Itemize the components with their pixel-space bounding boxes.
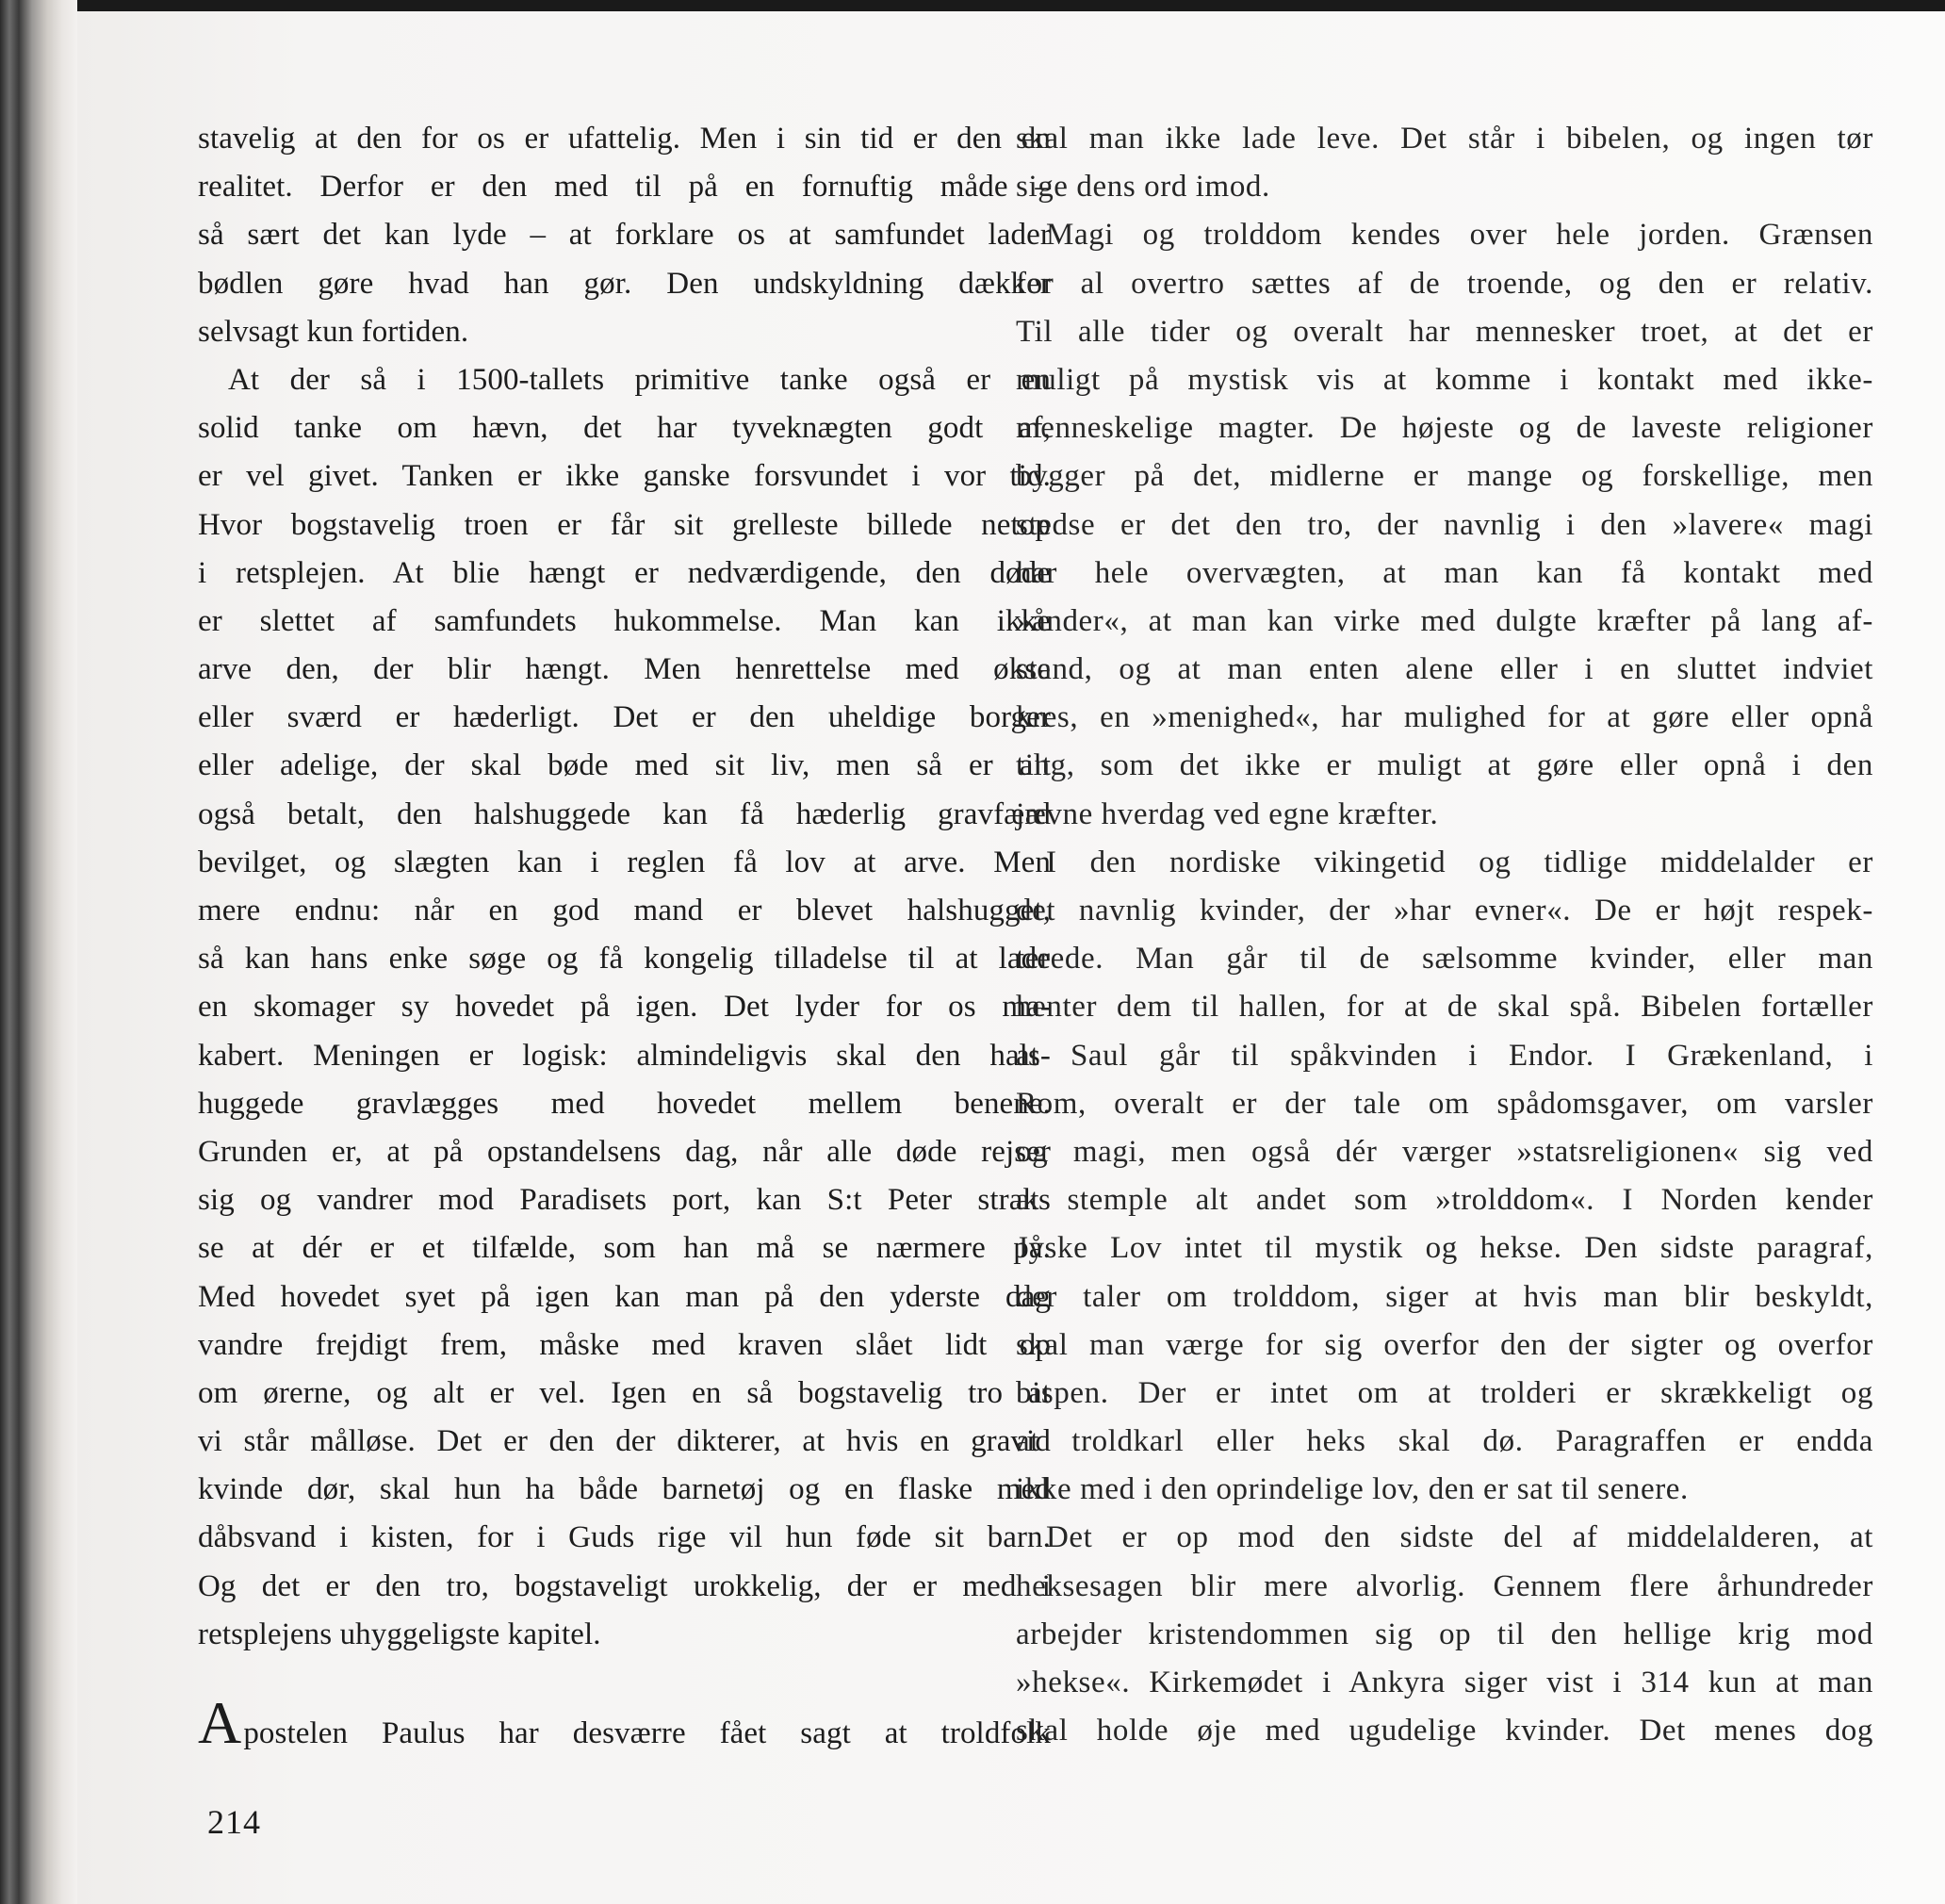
text-line: stedse er det den tro, der navnlig i den »lavere« magi (1016, 507, 1873, 542)
text-line: ting, som det ikke er muligt at gøre eller opnå i den (1016, 748, 1873, 783)
drop-cap: A (198, 1689, 242, 1756)
text-line: menneskelige magter. De højeste og de laveste religioner (1016, 411, 1873, 446)
text-line: Og det er den tro, bogstaveligt urokkelig, der er med i (198, 1568, 1051, 1603)
text-line: solid tanke om hævn, det har tyveknægten godt af, (198, 411, 1051, 446)
text-line: i retsplejen. At blie hængt er nedværdigende, den døde (198, 555, 1051, 590)
text-line: Grunden er, at på opstandelsens dag, når alle døde rejser (198, 1134, 1051, 1169)
text-line: har hele overvægten, at man kan få kontakt med (1016, 555, 1873, 590)
page-number: 214 (207, 1803, 261, 1841)
text-line: om ørerne, og alt er vel. Igen en så bogstavelig tro at (198, 1375, 1051, 1410)
text-line: »ånder«, at man kan virke med dulgte kræfter på lang af- (1016, 603, 1873, 638)
text-line: »hekse«. Kirkemødet i Ankyra siger vist i 314 kun at man (1016, 1666, 1873, 1699)
text-line: skal man ikke lade leve. Det står i bibelen, og ingen tør (1016, 122, 1873, 156)
text-line: skal holde øje med ugudelige kvinder. Det menes dog (1016, 1714, 1873, 1748)
text-line: der taler om trolddom, siger at hvis man blir beskyldt, (1016, 1279, 1873, 1314)
text-line: huggede gravlægges med hovedet mellem benene. (198, 1086, 1051, 1121)
text-line: også betalt, den halshuggede kan få hæderlig gravfærd (198, 796, 1051, 831)
text-line: jævne hverdag ved egne kræfter. (1016, 796, 1439, 831)
text-line: er slettet af samfundets hukommelse. Man kan ikke (198, 603, 1051, 638)
text-line: Hvor bogstavelig troen er får sit grelleste billede netop (198, 507, 1051, 542)
text-line: eller adelige, der skal bøde med sit liv, men så er alt (198, 748, 1051, 783)
text-line: ikke med i den oprindelige lov, den er sat til senere. (1016, 1472, 1689, 1507)
text-line: at troldkarl eller heks skal dø. Paragraffen er endda (1016, 1424, 1873, 1459)
section-opening-line (198, 1689, 1051, 1756)
text-line: sig og vandrer mod Paradisets port, kan S:t Peter straks (198, 1183, 1051, 1218)
text-line: at stemple alt andet som »trolddom«. I Norden kender (1016, 1183, 1873, 1218)
text-line: og magi, men også dér værger »statsreligionen« sig ved (1016, 1134, 1873, 1169)
text-line: retsplejens uhyggeligste kapitel. (198, 1617, 601, 1651)
text-line: se at dér er et tilfælde, som han må se nærmere på. (198, 1231, 1051, 1266)
text-line: Rom, overalt er der tale om spådomsgaver, om varsler (1016, 1086, 1873, 1121)
text-line: at Saul går til spåkvinden i Endor. I Grækenland, i (1016, 1038, 1873, 1073)
text-line: bevilget, og slægten kan i reglen få lov at arve. Men (198, 845, 1051, 879)
text-line: Magi og trolddom kendes over hele jorden. Grænsen (1046, 218, 1873, 253)
book-page (77, 11, 1945, 1904)
text-line: sige dens ord imod. (1016, 170, 1270, 205)
text-line: Jyske Lov intet til mystik og hekse. Den sidste paragraf, (1016, 1231, 1873, 1266)
text-line: realitet. Derfor er den med til på en fornuftig måde – (198, 170, 1051, 205)
right-column (1016, 115, 1873, 1755)
text-line: mere endnu: når en god mand er blevet halshugget, (198, 894, 1051, 927)
text-line: muligt på mystisk vis at komme i kontakt med ikke- (1016, 362, 1873, 397)
text-line: en skomager sy hovedet på igen. Det lyder for os ma- (198, 990, 1051, 1025)
text-line: så sært det kan lyde – at forklare os at samfundet lader (198, 218, 1051, 253)
text-line: skal man værge for sig overfor den der sigter og overfor (1016, 1327, 1873, 1362)
text-line: terede. Man går til de sælsomme kvinder, eller man (1016, 942, 1873, 977)
text-line: stand, og at man enten alene eller i en sluttet indviet (1016, 652, 1873, 687)
text-line: stavelig at den for os er ufattelig. Men i sin tid er den en (198, 122, 1051, 156)
text-line: heksesagen blir mere alvorlig. Gennem flere århundreder (1016, 1568, 1873, 1603)
left-column (198, 115, 1051, 1756)
text-line: vandre frejdigt frem, måske med kraven slået lidt op (198, 1327, 1051, 1362)
text-line: eller sværd er hæderligt. Det er den uheldige borger (198, 700, 1051, 735)
text-line: Med hovedet syet på igen kan man på den yderste dag (198, 1279, 1051, 1314)
text-line: I den nordiske vikingetid og tidlige middelalder er (1046, 845, 1873, 879)
text-line: det navnlig kvinder, der »har evner«. De er højt respek- (1016, 894, 1873, 927)
text-line: er vel givet. Tanken er ikke ganske forsvundet i vor tid. (198, 459, 1051, 494)
text-line: kvinde dør, skal hun ha både barnetøj og en flaske med (198, 1472, 1051, 1507)
text-line: så kan hans enke søge og få kongelig tilladelse til at lade (198, 942, 1051, 977)
text-line: for al overtro sættes af de troende, og den er relativ. (1016, 266, 1873, 301)
text-line: Til alle tider og overalt har mennesker troet, at det er (1016, 314, 1873, 349)
text-line: henter dem til hallen, for at de skal spå. Bibelen fortæller (1016, 990, 1873, 1025)
text-line: arbejder kristendommen sig op til den hellige krig mod (1016, 1617, 1873, 1651)
text-line: vi står målløse. Det er den der dikterer, at hvis en gravid (198, 1424, 1051, 1459)
text-line: kabert. Meningen er logisk: almindeligvis skal den hals- (198, 1038, 1051, 1073)
text-line: arve den, der blir hængt. Men henrettelse med økse (198, 652, 1051, 687)
text-line: kres, en »menighed«, har mulighed for at gøre eller opnå (1016, 700, 1873, 735)
text-line: Det er op mod den sidste del af middelalderen, at (1046, 1520, 1873, 1555)
book-spine (0, 0, 77, 1904)
text-line: bødlen gøre hvad han gør. Den undskyldning dækker (198, 266, 1051, 301)
text-line: selvsagt kun fortiden. (198, 314, 469, 349)
text-line: bispen. Der er intet om at trolderi er skrækkeligt og (1016, 1375, 1873, 1410)
text-line: At der så i 1500-tallets primitive tanke også er en (228, 362, 1051, 397)
text-line: bygger på det, midlerne er mange og forskellige, men (1016, 459, 1873, 494)
section-opening-text: postelen Paulus har desværre fået sagt at troldfolk (243, 1716, 1051, 1750)
text-line: dåbsvand i kisten, for i Guds rige vil hun føde sit barn. (198, 1520, 1051, 1555)
book-edge-top (0, 0, 1945, 11)
